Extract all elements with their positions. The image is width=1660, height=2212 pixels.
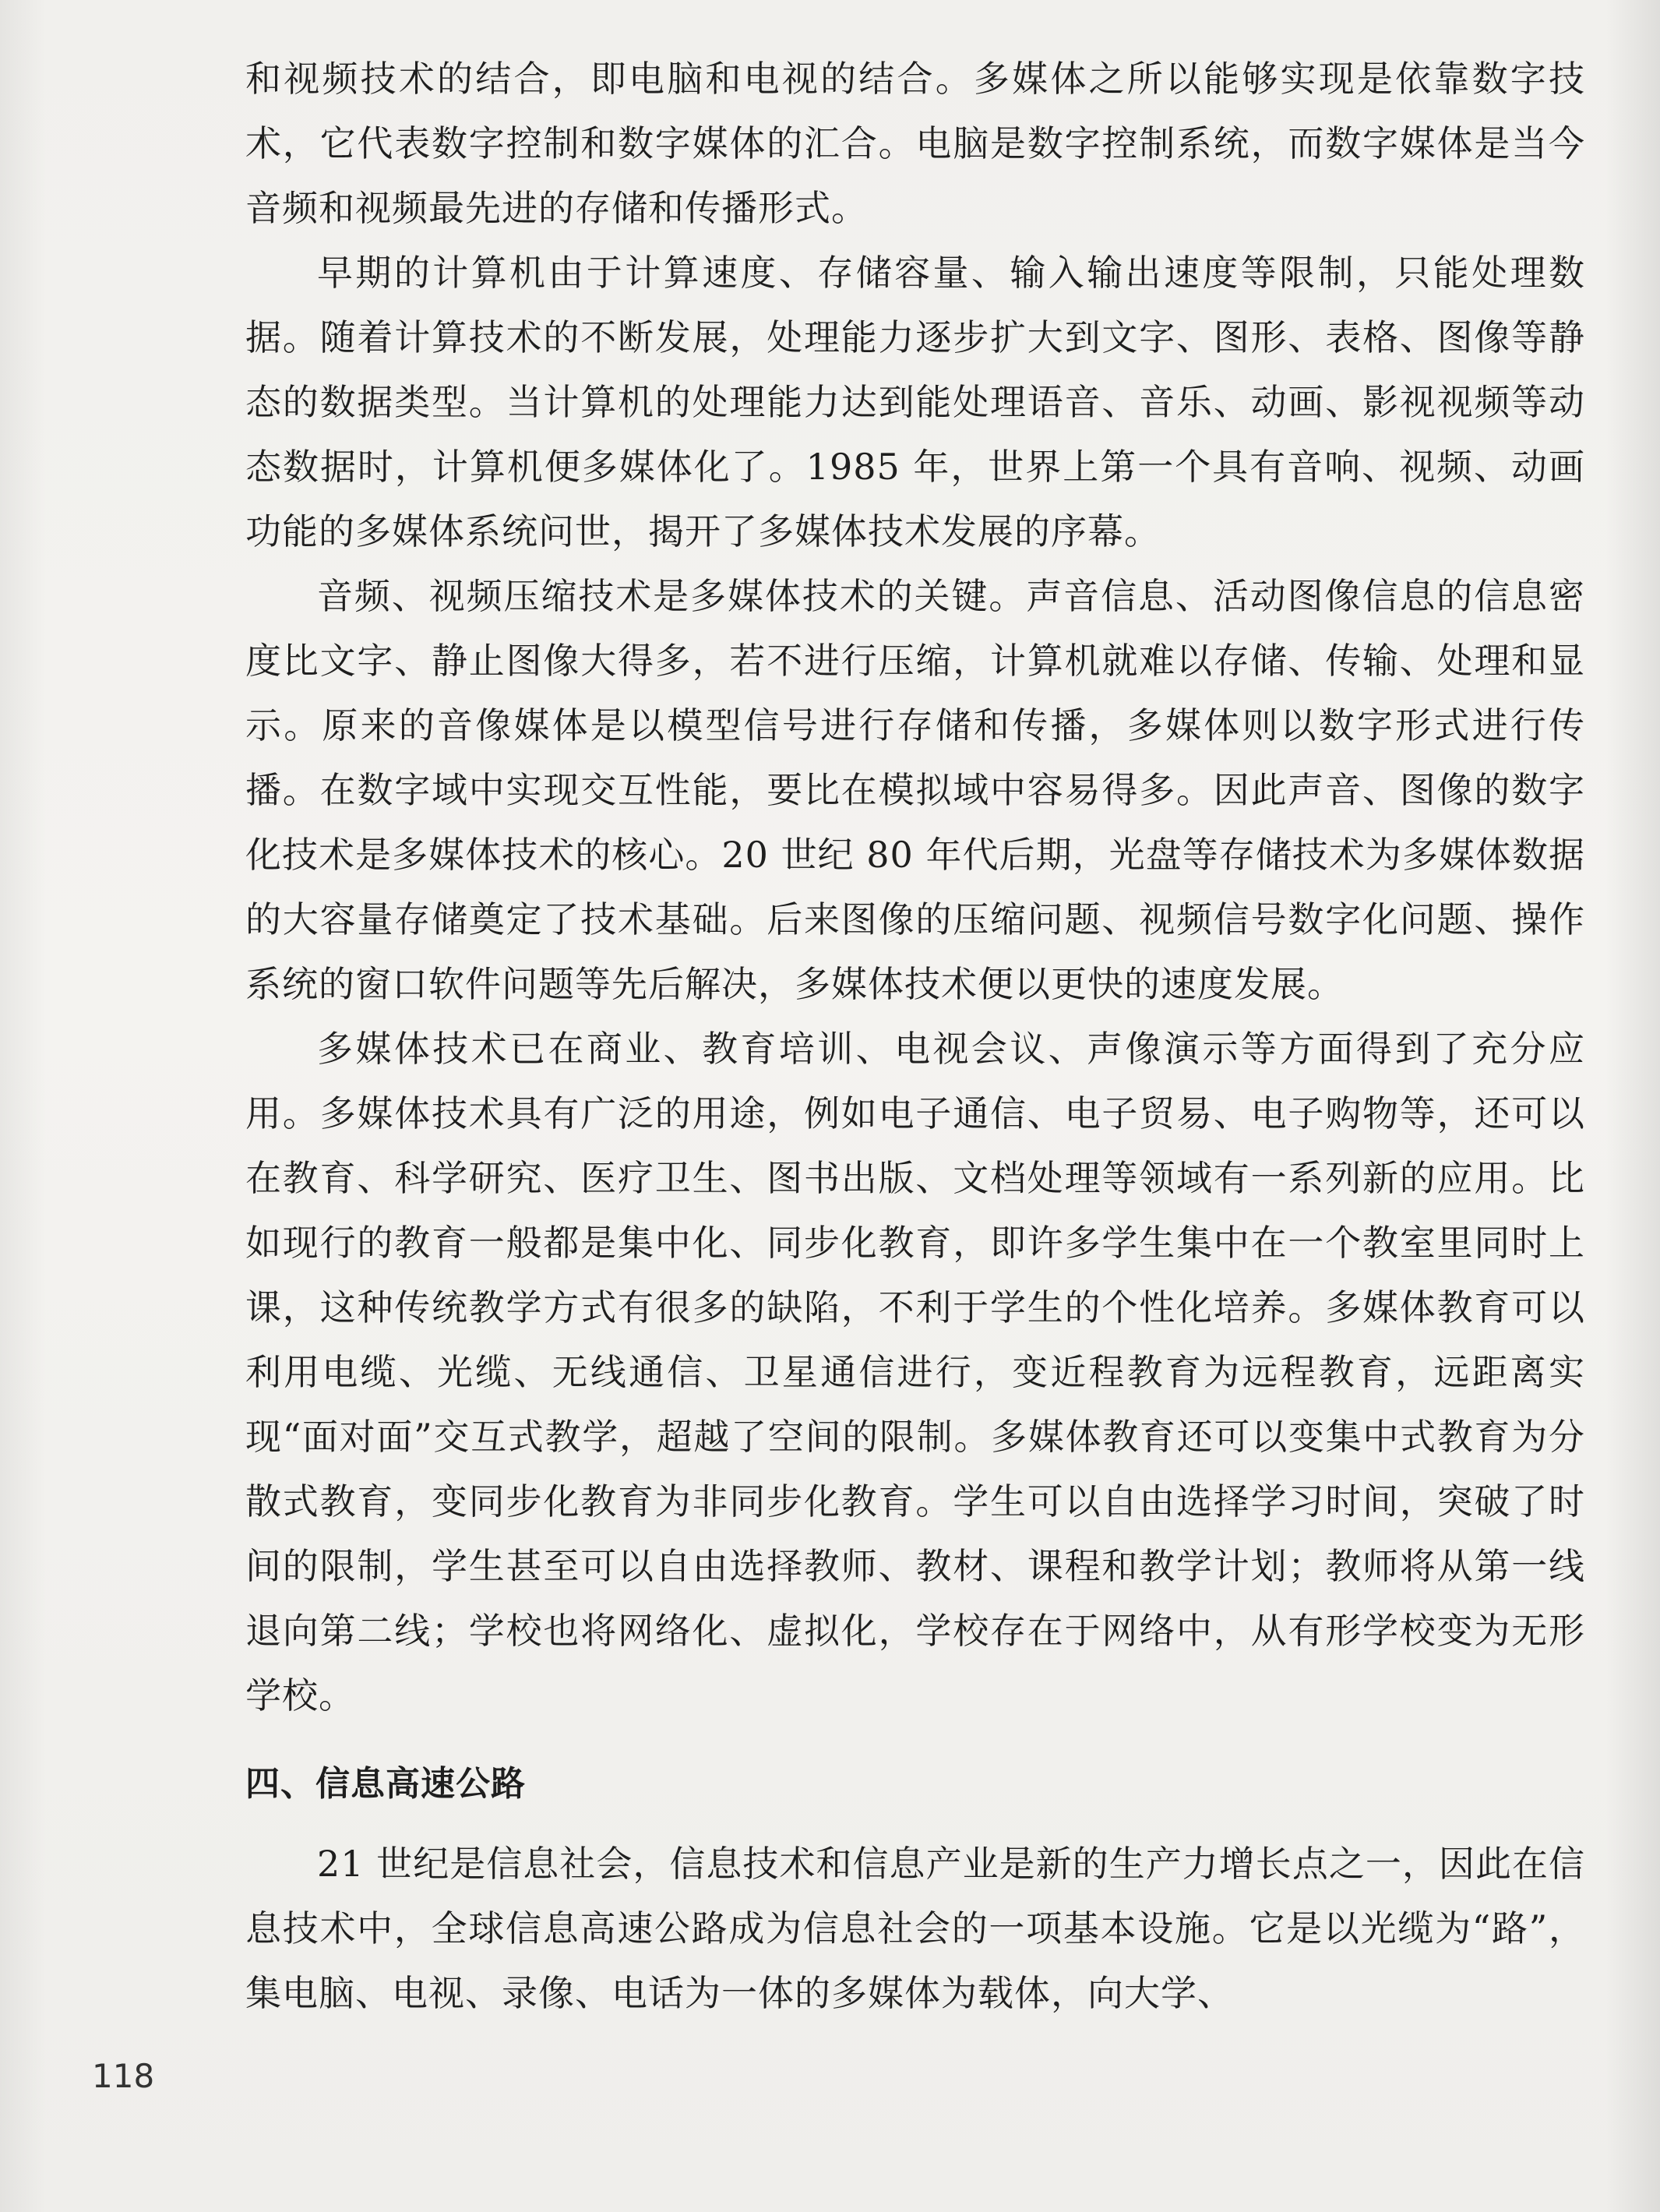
section-heading: 四、信息高速公路	[245, 1764, 526, 1804]
page-shadow-right	[1605, 0, 1660, 2212]
paragraph-5: 21 世纪是信息社会，信息技术和信息产业是新的生产力增长点之一，因此在信息技术中，全球信息高速公路成为信息社会的一项基本设施。它是以光缆为“路”，集电脑、电视、录像、电话为一体的多媒体为载体，向大学、	[245, 1843, 1585, 2014]
paragraph-1: 和视频技术的结合，即电脑和电视的结合。多媒体之所以能够实现是依靠数字技术，它代表数字控制和数字媒体的汇合。电脑是数字控制系统，而数字媒体是当今音频和视频最先进的存储和传播形式。	[245, 58, 1585, 229]
paragraph-4: 多媒体技术已在商业、教育培训、电视会议、声像演示等方面得到了充分应用。多媒体技术具有广泛的用途，例如电子通信、电子贸易、电子购物等，还可以在教育、科学研究、医疗卫生、图书出版、文档处理等领域有一系列新的应用。比如现行的教育一般都是集中化、同步化教育，即许多学生集中在一个教室里同时上课，这种传统教学方式有很多的缺陷，不利于学生的个性化培养。多媒体教育可以利用电缆、光缆、无线通信、卫星通信进行，变近程教育为远程教育，远距离实现“面对面”交互式教学，超越了空间的限制。多媒体教育还可以变集中式教育为分散式教育，变同步化教育为非同步化教育。学生可以自由选择学习时间，突破了时间的限制，学生甚至可以自由选择教师、教材、课程和教学计划；教师将从第一线退向第二线；学校也将网络化、虚拟化，学校存在于网络中，从有形学校变为无形学校。	[245, 1028, 1585, 1716]
paragraph-3: 音频、视频压缩技术是多媒体技术的关键。声音信息、活动图像信息的信息密度比文字、静止图像大得多，若不进行压缩，计算机就难以存储、传输、处理和显示。原来的音像媒体是以模型信号进行存储和传播，多媒体则以数字形式进行传播。在数字域中实现交互性能，要比在模拟域中容易得多。因此声音、图像的数字化技术是多媒体技术的核心。20 世纪 80 年代后期，光盘等存储技术为多媒体数据的大容量存储奠定了技术基础。后来图像的压缩问题、视频信号数字化问题、操作系统的窗口软件问题等先后解决，多媒体技术便以更快的速度发展。	[245, 575, 1585, 1005]
page-shadow-left	[0, 0, 47, 2212]
paragraph-2: 早期的计算机由于计算速度、存储容量、输入输出速度等限制，只能处理数据。随着计算技术的不断发展，处理能力逐步扩大到文字、图形、表格、图像等静态的数据类型。当计算机的处理能力达到能处理语音、音乐、动画、影视视频等动态数据时，计算机便多媒体化了。1985 年，世界上第一个具有音响、视频、动画功能的多媒体系统问世，揭开了多媒体技术发展的序幕。	[245, 252, 1585, 552]
page-number: 118	[92, 2057, 155, 2095]
body-text	[245, 47, 1585, 2026]
